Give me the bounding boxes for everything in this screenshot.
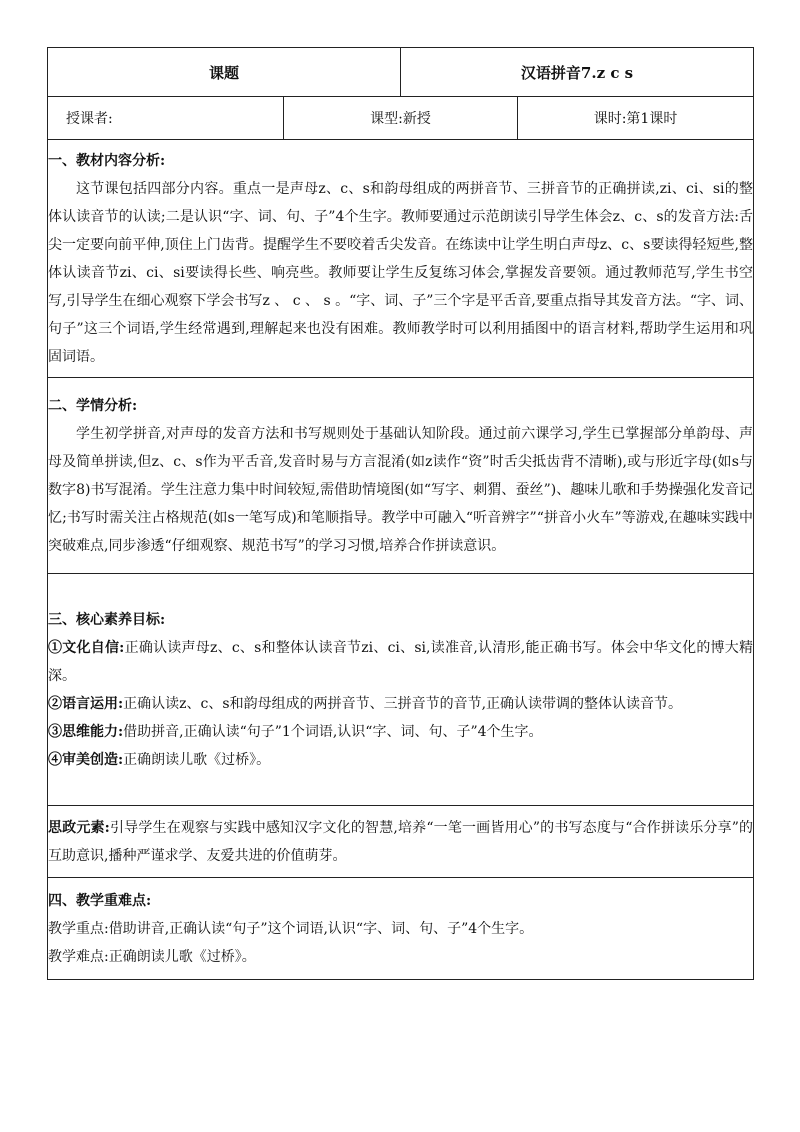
goal-language xyxy=(48,690,753,718)
ideology-label: 思政元素: xyxy=(48,819,110,836)
goal-text: 正确朗读儿歌《过桥》。 xyxy=(123,751,271,768)
goal-label: ②语言运用: xyxy=(48,695,124,712)
info-row xyxy=(48,97,754,140)
topic-label: 课题 xyxy=(48,48,401,97)
goal-aesthetic xyxy=(48,746,753,774)
material-analysis-heading: 一、教材内容分析: xyxy=(48,152,166,169)
key-point-text: 教学重点:借助讲音,正确认读“句子”这个词语,认识“字、词、句、子”4个生字。 xyxy=(48,920,534,937)
student-analysis-row xyxy=(48,378,754,574)
key-points-heading: 四、教学重难点: xyxy=(48,892,152,909)
goal-label: ③思维能力: xyxy=(48,723,124,740)
topic-row xyxy=(48,48,754,97)
material-analysis-row xyxy=(48,140,754,378)
student-analysis-heading: 二、学情分析: xyxy=(48,397,138,414)
goal-text: 借助拼音,正确认读“句子”1个词语,认识“字、词、句、子”4个生字。 xyxy=(123,723,543,740)
ideology-cell xyxy=(48,806,754,878)
material-analysis-cell xyxy=(48,140,754,378)
lesson-plan-table xyxy=(47,47,754,980)
key-points-cell xyxy=(48,878,754,980)
student-analysis-cell xyxy=(48,378,754,574)
difficulty-text: 教学难点:正确朗读儿歌《过桥》。 xyxy=(48,948,256,965)
goal-culture xyxy=(48,634,753,690)
goal-text: 正确认读声母z、c、s和整体认读音节zi、ci、si,读准音,认清形,能正确书写。体会中华文化的博大精深。 xyxy=(48,639,754,684)
lesson-type: 课型:新授 xyxy=(284,97,518,140)
lesson-period: 课时:第1课时 xyxy=(518,97,754,140)
topic-value: 汉语拼音7.z c s xyxy=(401,48,754,97)
core-goals-row xyxy=(48,574,754,806)
goal-label: ①文化自信: xyxy=(48,639,125,656)
material-analysis-body: 这节课包括四部分内容。重点一是声母z、c、s和韵母组成的两拼音节、三拼音节的正确拼读,zi、ci、si的整体认读音节的认读;二是认识“字、词、句、子”4个生字。教师要通过示范朗读引导学生体会z、c、s的发音方法:舌尖一定要向前平伸,顶住上门齿背。提醒学生不要咬着舌尖发音。在练读中让学生明白声母z、c、s要读得轻短些,整体认读音节zi、ci、si要读得长些、响亮些。教师要让学生反复练习体会,掌握发音要领。通过教师范写,学生书空写,引导学生在细心观察下学会书写z 、 c 、 s 。“字、词、子”三个字是平舌音,要重点指导其发音方法。“字、词、句子”这三个词语,学生经常遇到,理解起来也没有困难。教师教学时可以利用插图中的语言材料,帮助学生运用和巩固词语。 xyxy=(48,180,754,365)
student-analysis-body: 学生初学拼音,对声母的发音方法和书写规则处于基础认知阶段。通过前六课学习,学生已掌握部分单韵母、声母及简单拼读,但z、c、s作为平舌音,发音时易与方言混淆(如z读作“资”时舌尖抵齿背不清晰),或与形近字母(如s与数字8)书写混淆。学生注意力集中时间较短,需借助情境图(如“写字、刺猬、蚕丝”)、趣味儿歌和手势操强化发音记忆;书写时需关注占格规范(如s一笔写成)和笔顺指导。教学中可融入“听音辨字”“拼音小火车”等游戏,在趣味实践中突破难点,同步渗透“仔细观察、规范书写”的学习习惯,培养合作拼读意识。 xyxy=(48,425,754,554)
key-points-row xyxy=(48,878,754,980)
goal-label: ④审美创造: xyxy=(48,751,124,768)
core-goals-heading: 三、核心素养目标: xyxy=(48,611,166,628)
ideology-text: 引导学生在观察与实践中感知汉字文化的智慧,培养“一笔一画皆用心”的书写态度与“合作拼读乐分享”的互助意识,播种严谨求学、友爱共进的价值萌芽。 xyxy=(48,819,754,864)
teacher-label: 授课者: xyxy=(48,97,284,140)
goal-thinking xyxy=(48,718,753,746)
ideology-row xyxy=(48,806,754,878)
goal-text: 正确认读z、c、s和韵母组成的两拼音节、三拼音节的音节,正确认读带调的整体认读音节。 xyxy=(123,695,683,712)
ideology-paragraph xyxy=(48,814,753,870)
core-goals-cell xyxy=(48,574,754,806)
